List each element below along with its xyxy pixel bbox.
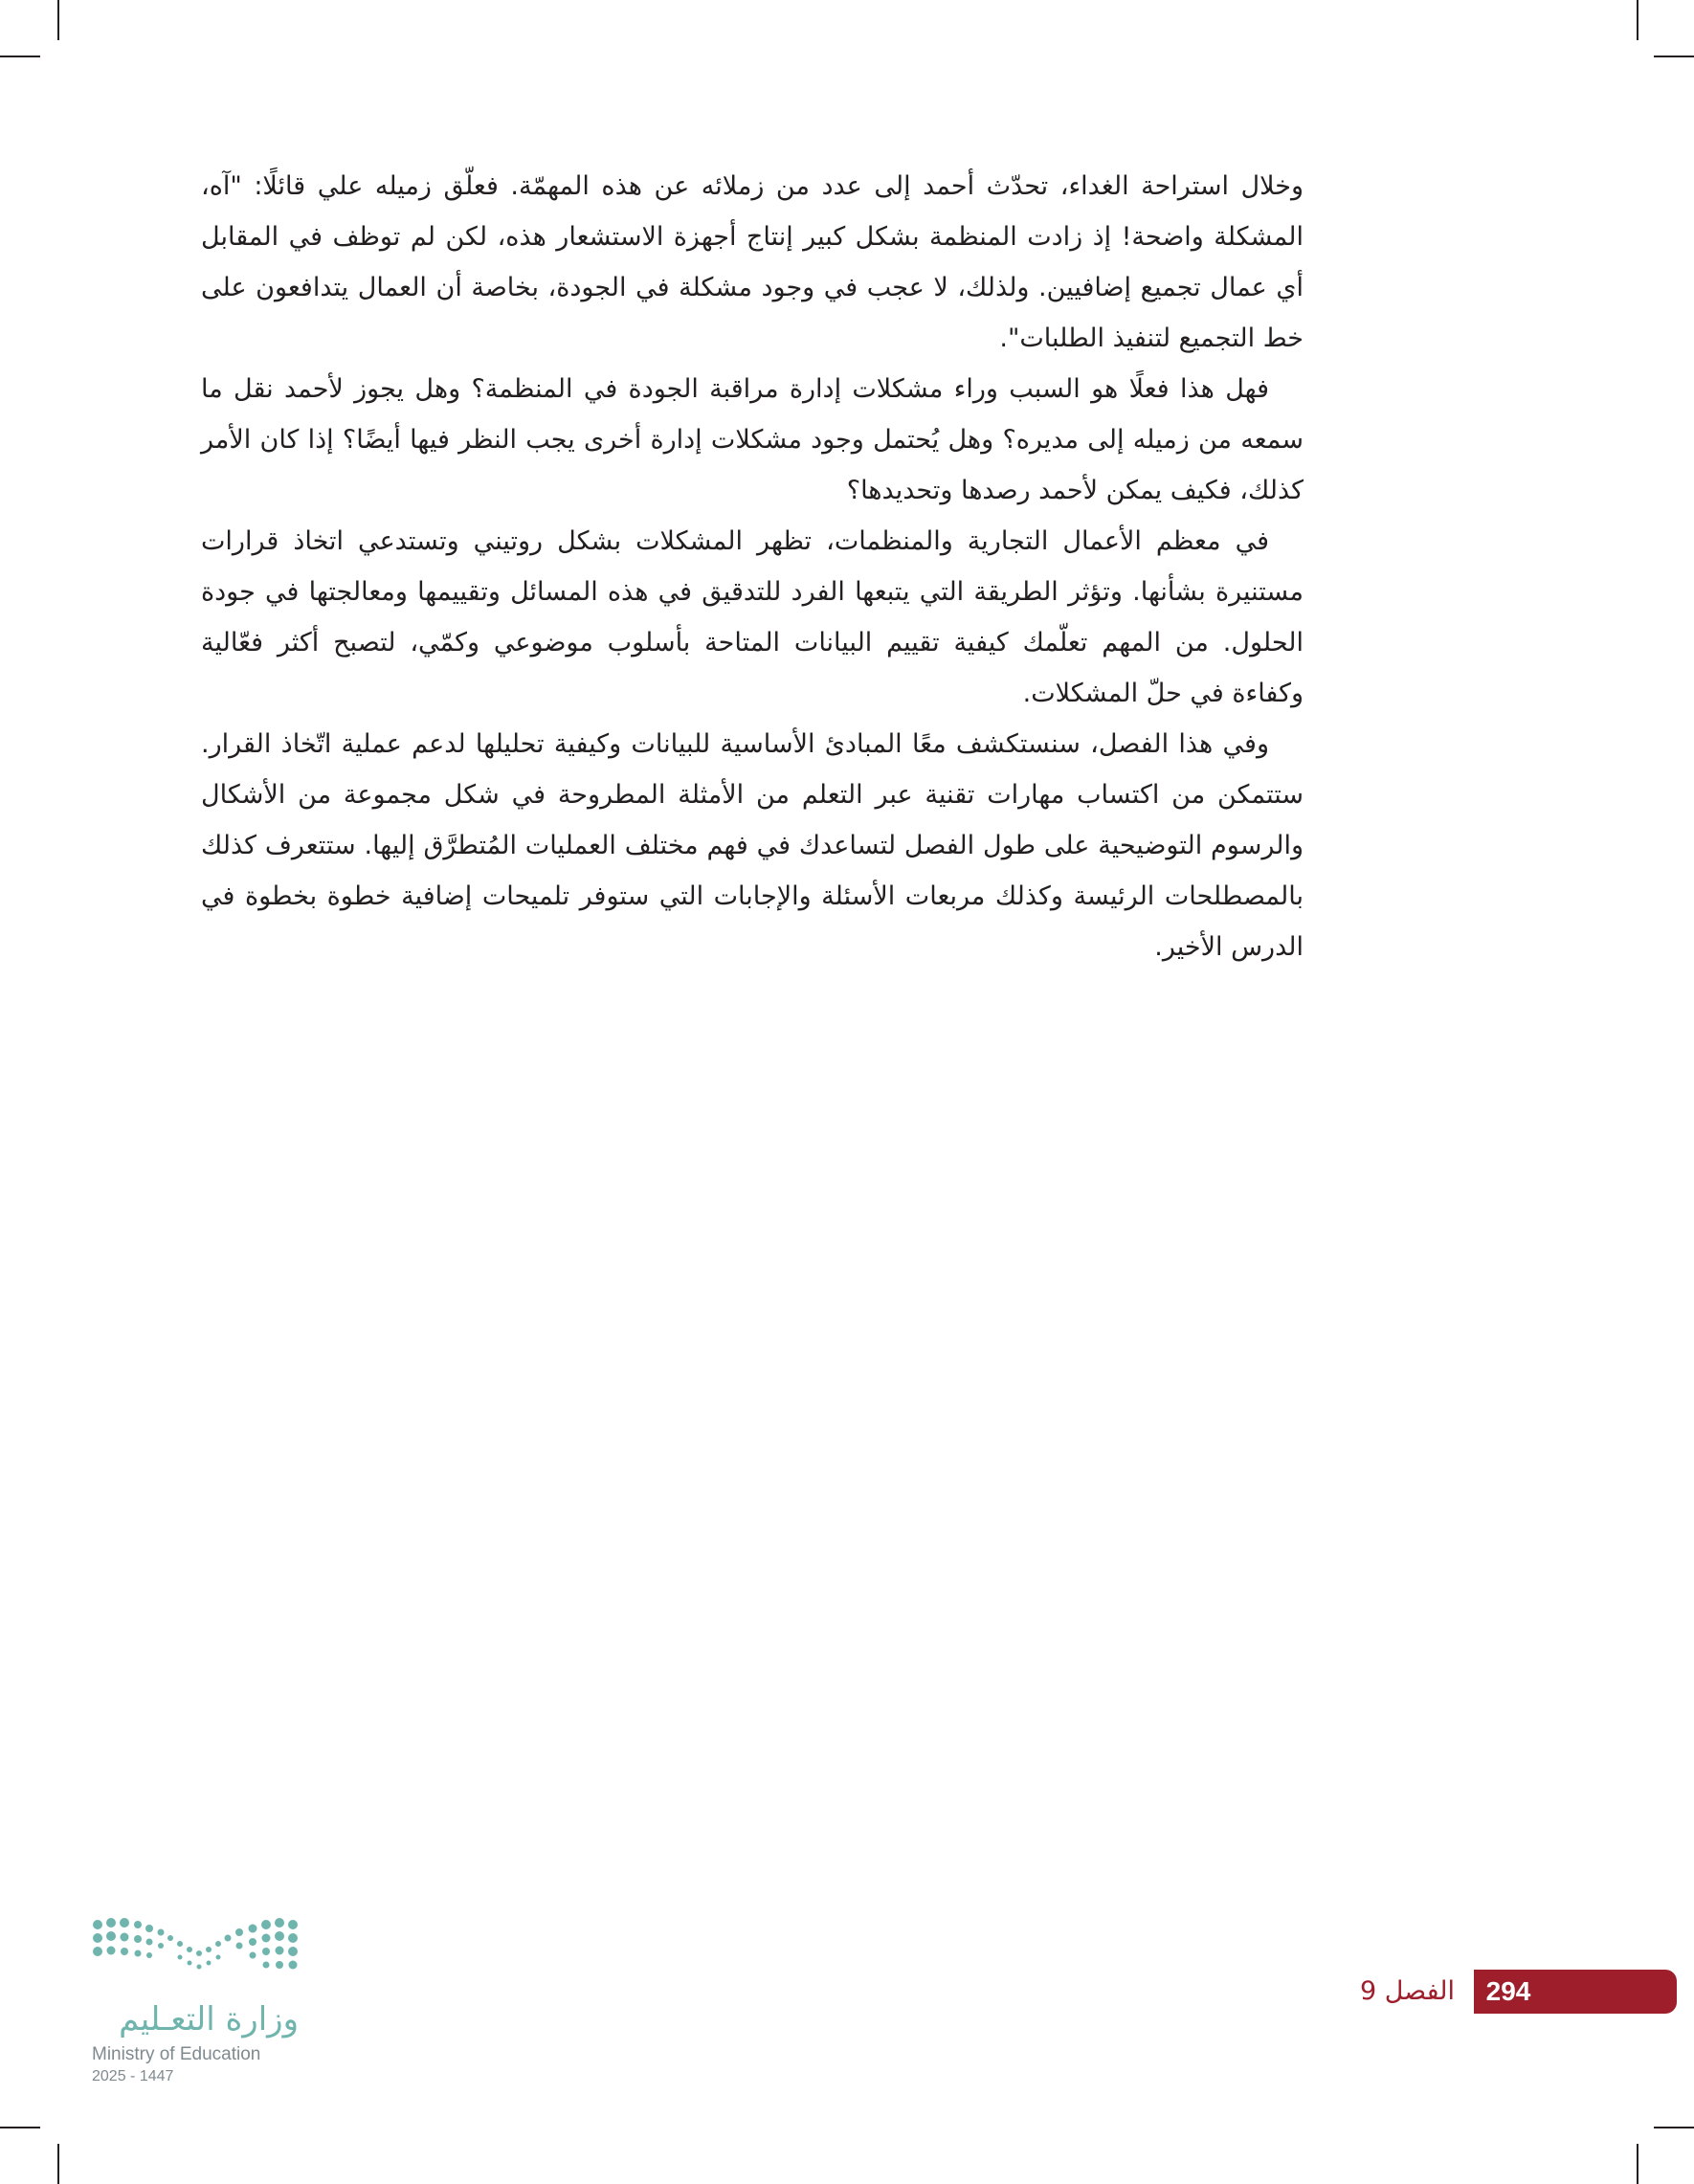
crop-mark-bottom-right-h [1654, 2127, 1694, 2128]
page-number: 294 [1485, 1976, 1531, 2006]
crop-mark-top-left [57, 0, 59, 40]
chapter-label: الفصل 9 [1359, 1976, 1455, 2006]
paragraph-1: وخلال استراحة الغداء، تحدّث أحمد إلى عدد من زملائه عن هذه المهمّة. فعلّق زميله علي قائلًا: "آه، المشكلة واضحة! إذ زادت المنظمة بشكل كبير إنتاج أجهزة الاستشعار هذه، لكن لم توظف في المقابل أي عمال تجميع إضافيين. ولذلك، لا عجب في وجود مشكلة في الجودة، بخاصة أن العمال يتدافعون على خط التجميع لتنفيذ الطلبات". [201, 171, 1304, 353]
crop-mark-bottom-left [57, 2144, 59, 2184]
crop-mark-bottom-left-h [0, 2127, 40, 2128]
crop-mark-bottom-right [1637, 2144, 1638, 2184]
logo-year: 2025 - 1447 [92, 2068, 174, 2084]
crop-mark-top-right [1637, 0, 1638, 40]
paragraph-2: فهل هذا فعلًا هو السبب وراء مشكلات إدارة مراقبة الجودة في المنظمة؟ وهل يجوز لأحمد نقل ما سمعه من زميله إلى مديره؟ وهل يُحتمل وجود مشكلات إدارة أخرى يجب النظر فيها أيضًا؟ إذا كان الأمر كذلك، فكيف يمكن لأحمد رصدها وتحديدها؟ [201, 374, 1304, 505]
crop-mark-top-left-h [0, 56, 40, 57]
logo-english-text: Ministry of Education [92, 2044, 261, 2064]
paragraph-3: في معظم الأعمال التجارية والمنظمات، تظهر المشكلات بشكل روتيني وتستدعي اتخاذ قرارات مستنيرة بشأنها. وتؤثر الطريقة التي يتبعها الفرد للتدقيق في هذه المسائل وتقييمها ومعالجتها في جودة الحلول. من المهم تعلّمك كيفية تقييم البيانات المتاحة بأسلوب موضوعي وكمّي، لتصبح أكثر فعّالية وكفاءة في حلّ المشكلات. [201, 526, 1304, 708]
crop-mark-top-right-h [1654, 56, 1694, 57]
logo-arabic-text: وزارة التعـليم [119, 2000, 299, 2039]
paragraph-4: وفي هذا الفصل، سنستكشف معًا المبادئ الأساسية للبيانات وكيفية تحليلها لدعم عملية اتّخاذ القرار. ستتمكن من اكتساب مهارات تقنية عبر التعلم من الأمثلة المطروحة في شكل مجموعة من الأشكال والرسوم التوضيحية على طول الفصل لتساعدك في فهم مختلف العمليات المُتطرَّق إليها. ستتعرف كذلك بالمصطلحات الرئيسة وكذلك مربعات الأسئلة والإجابات التي ستوفر تلميحات إضافية خطوة بخطوة في الدرس الأخير. [201, 729, 1304, 962]
body-text [201, 161, 1304, 972]
